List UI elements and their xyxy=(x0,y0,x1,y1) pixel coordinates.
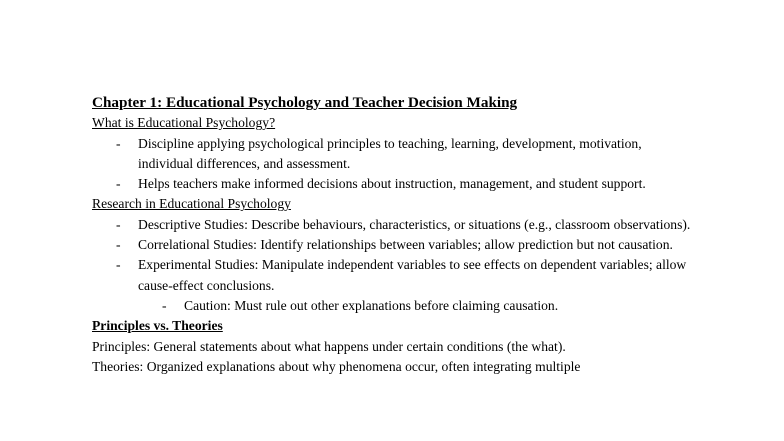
sub-bullet-marker: - xyxy=(162,297,167,313)
section-heading-research: Research in Educational Psychology xyxy=(92,196,291,212)
bullet-marker: - xyxy=(116,176,121,192)
section-heading-what-is: What is Educational Psychology? xyxy=(92,115,276,131)
bullet-marker: - xyxy=(116,257,121,273)
bullet-text: Correlational Studies: Identify relationships between variables; allow prediction but not causation. xyxy=(138,237,673,253)
chapter-title: Chapter 1: Educational Psychology and Teacher Decision Making xyxy=(92,94,518,111)
document-content xyxy=(92,93,772,377)
section-heading-principles: Principles vs. Theories xyxy=(92,318,223,334)
bullet-text: Discipline applying psychological principles to teaching, learning, development, motivation, individual differences, and assessment. xyxy=(138,135,642,171)
bullet-item xyxy=(92,215,772,235)
bullet-text: Experimental Studies: Manipulate independent variables to see effects on dependent variables; allow cause-effect conclusions. xyxy=(138,257,687,293)
bullet-marker: - xyxy=(116,237,121,253)
sub-bullet-item xyxy=(92,296,772,316)
bullet-item xyxy=(92,235,772,255)
paragraph-theories: Theories: Organized explanations about why phenomena occur, often integrating multiple xyxy=(92,358,581,374)
bullet-item xyxy=(92,255,772,296)
bullet-marker: - xyxy=(116,216,121,232)
bullet-marker: - xyxy=(116,135,121,151)
sub-bullet-text: Caution: Must rule out other explanations before claiming causation. xyxy=(184,297,559,313)
paragraph-principles: Principles: General statements about what happens under certain conditions (the what). xyxy=(92,338,566,354)
bullet-item xyxy=(92,134,772,175)
bullet-text: Descriptive Studies: Describe behaviours, characteristics, or situations (e.g., classroom observations). xyxy=(138,216,691,232)
bullet-item xyxy=(92,174,772,194)
bullet-text: Helps teachers make informed decisions about instruction, management, and student support. xyxy=(138,176,646,192)
